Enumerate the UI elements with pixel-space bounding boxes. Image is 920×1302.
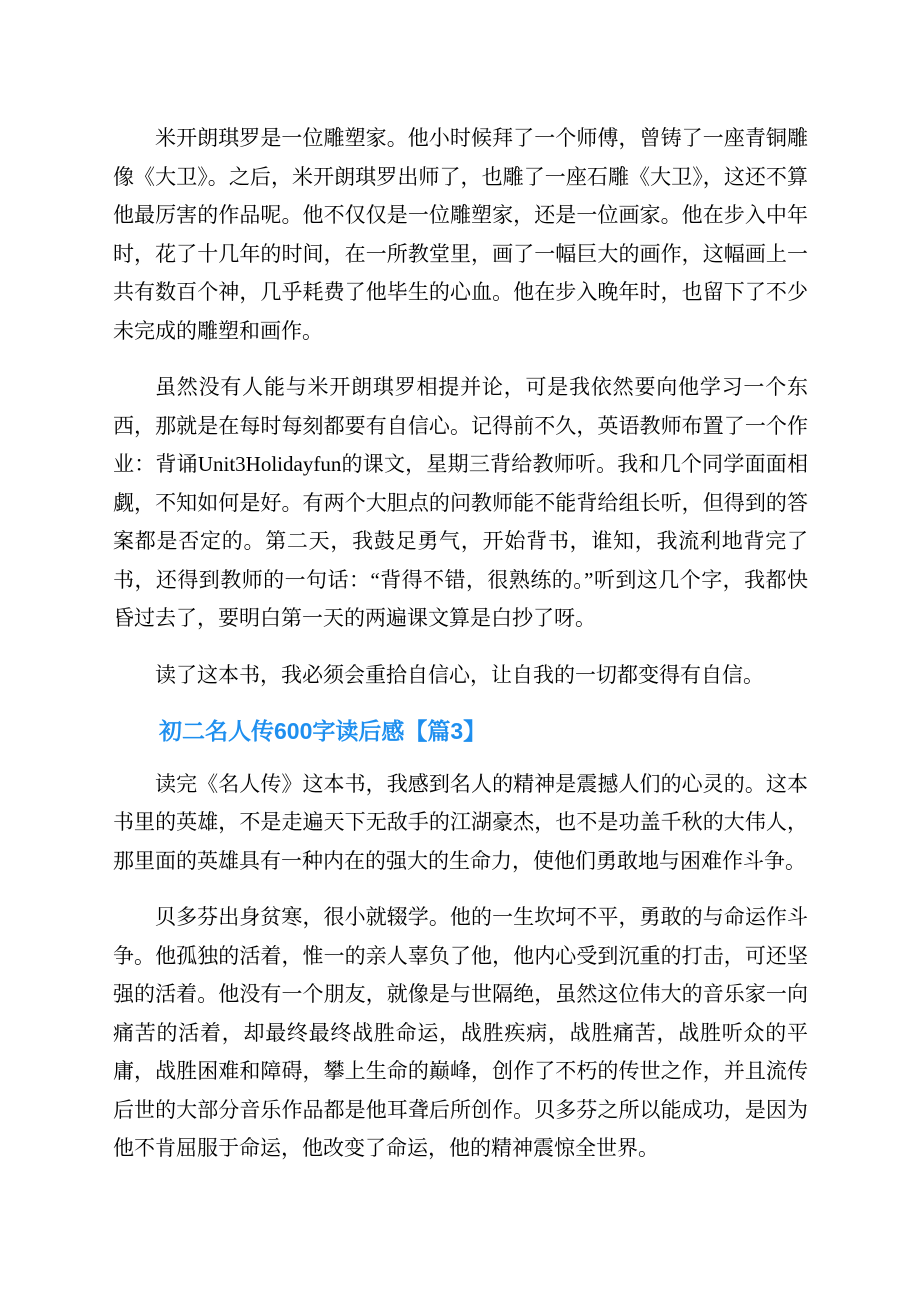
paragraph-beethoven: 贝多芬出身贫寒，很小就辍学。他的一生坎坷不平，勇敢的与命运作斗争。他孤独的活着，惟一的亲人辜负了他，他内心受到沉重的打击，可还坚强的活着。他没有一个朋友，就像是与世隔绝，虽然这位伟大的音乐家一向痛苦的活着，却最终最终战胜命运，战胜疾病，战胜痛苦，战胜听众的平庸，战胜困难和障碍，攀上生命的巅峰，创作了不朽的传世之作，并且流传后世的大部分音乐作品都是他耳聋后所创作。贝多芬之所以能成功，是因为他不肯屈服于命运，他改变了命运，他的精神震惊全世界。 (113, 905, 808, 1160)
paragraph-michelangelo: 米开朗琪罗是一位雕塑家。他小时候拜了一个师傅，曾铸了一座青铜雕像《大卫》。之后，米开朗琪罗出师了，也雕了一座石雕《大卫》，这还不算他最厉害的作品呢。他不仅仅是一位雕塑家，还是一位画家。他在步入中年时，花了十几年的时间，在一所教堂里，画了一幅巨大的画作，这幅画上一共有数百个神，几乎耗费了他毕生的心血。他在步入晚年时，也留下了不少未完成的雕塑和画作。 (113, 126, 808, 343)
paragraph-confidence-story: 虽然没有人能与米开朗琪罗相提并论，可是我依然要向他学习一个东西，那就是在每时每刻都要有自信心。记得前不久，英语教师布置了一个作业：背诵Unit3Holidayfun的课文，星期三背给教师听。我和几个同学面面相觑，不知如何是好。有两个大胆点的问教师能不能背给组长听，但得到的答案都是否定的。第二天，我鼓足勇气，开始背书，谁知，我流利地背完了书，还得到教师的一句话：“背得不错，很熟练的。”听到这几个字，我都快昏过去了，要明白第一天的两遍课文算是白抄了呀。 (113, 375, 808, 630)
paragraph-part2-conclusion: 读了这本书，我必须会重拾自信心，让自我的一切都变得有自信。 (155, 662, 764, 687)
section-heading-essay-3: 初二名人传600字读后感【篇3】 (159, 718, 487, 744)
paragraph-essay3-intro: 读完《名人传》这本书，我感到名人的精神是震撼人们的心灵的。这本书里的英雄，不是走遍天下无敌手的江湖豪杰，也不是功盖千秋的大伟人，那里面的英雄具有一种内在的强大的生命力，使他们勇敢地与困难作斗争。 (113, 771, 808, 873)
